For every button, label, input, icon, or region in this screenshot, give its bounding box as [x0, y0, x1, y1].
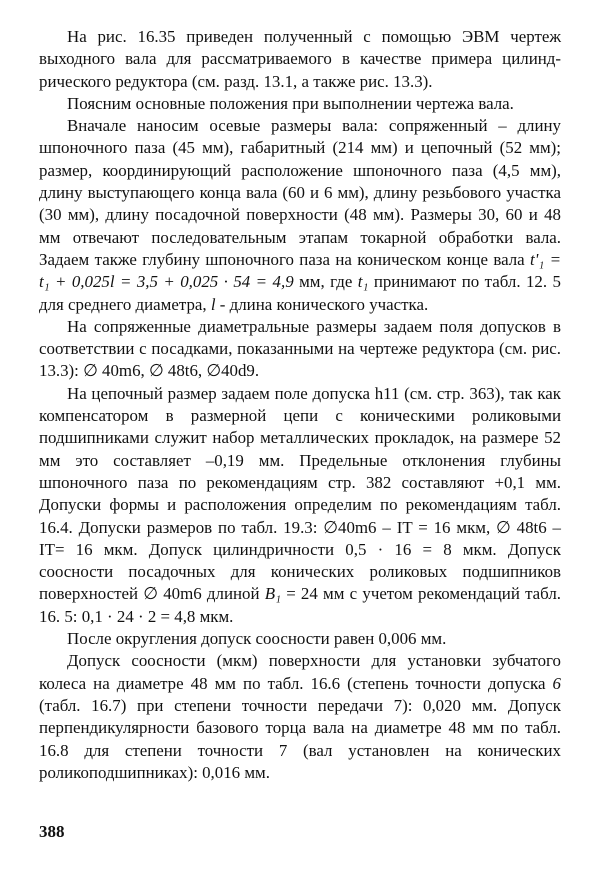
conical-section-text: - длина конического участка.	[219, 294, 429, 314]
paragraph-explain: Поясним основные положения при выполнении чертежа вала.	[67, 93, 514, 113]
variable-l: l	[210, 294, 216, 314]
variable-t1: t₁	[357, 272, 369, 292]
keyway-depth-formula: t'₁ = t₁ + 0,025l = 3,5 + 0,025 · 54 = 4,9	[39, 249, 561, 292]
coaxiality-text: Допуск соосности (мкм) поверхности для установки зубчатого колеса на диаметре 48 мм по табл. 16.6 (степень точности допуска	[39, 651, 561, 693]
page-number: 388	[39, 822, 65, 841]
paragraph-axial-dimensions	[39, 115, 561, 316]
variable-b1: B₁	[264, 584, 281, 604]
paragraph-chain-dimension	[39, 383, 561, 628]
perpendicularity-text: (табл. 16.7) при степени точности передачи 7): 0,020 мм. Допуск перпендикулярности базового торца вала на диаметре 48 мм по табл. 16.8 для степени точности 7 (вал установлен на конических роликоподшипниках): 0,016 мм.	[39, 695, 561, 782]
paragraph-intro: На рис. 16.35 приведен полученный с помощью ЭВМ чертеж выходного вала для рассматриваемого в качестве примера цилиндрического редуктора (см. разд. 13.1, а также рис. 13.3).	[39, 27, 561, 91]
paragraph-diametral-tolerances: На сопряженные диаметральные размеры задаем поля допусков в соответствии с посадками, показанными на чертеже редуктора (см. рис. 13.3): ∅ 40m6, ∅ 48t6, ∅40d9.	[39, 316, 561, 381]
bearing-tolerance-text: = 24 мм с учетом рекомендаций табл. 16. 5: 0,1 · 24 · 2 = 4,8 мкм.	[39, 584, 561, 626]
axial-dimensions-text: Вначале наносим осевые размеры вала: сопряженный – длину шпоночного паза (45 мм), габаритный (214 мм) и цепочный (52 мм); размер, координирующий расположение шпоночного паза (4,5 мм), длину выступающего конца вала (60 и 6 мм), длину резьбового участка (30 мм), длину посадочной поверхности (48 мм). Размеры 30, 60 и 48 мм отвечают последовательным этапам токарной обработки вала. Задаем также глубину шпоночного паза на коническом конце вала	[39, 116, 561, 269]
table-reference-text: принимают по табл. 12. 5 для среднего диаметра,	[39, 272, 561, 314]
formula-units-text: мм, где	[299, 272, 353, 292]
chain-dimension-text: На цепочный размер задаем поле допуска h11 (см. стр. 363), так как компенсатором в размерной цепи с коническими роликовыми подшипниками служит набор металлических прокладок, на размере 52 мм это составляет –0,19 мм. Предельные отклонения глубины шпоночного паза по рекомендациям стр. 382 составляют +0,1 мм. Допуски формы и расположения определим по рекомендациям табл. 16.4. Допуски размеров по табл. 19.3: ∅40m6 – IT = 16 мкм, ∅ 48t6 – IT= 16 мкм. Допуск цилиндричности 0,5 · 16 = 8 мкм. Допуск соосности посадочных для конических роликовых подшипников поверхностей ∅ 40m6 длиной	[39, 383, 561, 604]
paragraph-coaxiality	[39, 650, 561, 784]
paragraph-rounding: После округления допуск соосности равен 0,006 мм.	[67, 629, 447, 649]
tolerance-grade-6: 6	[552, 673, 561, 693]
page-body	[39, 26, 561, 784]
